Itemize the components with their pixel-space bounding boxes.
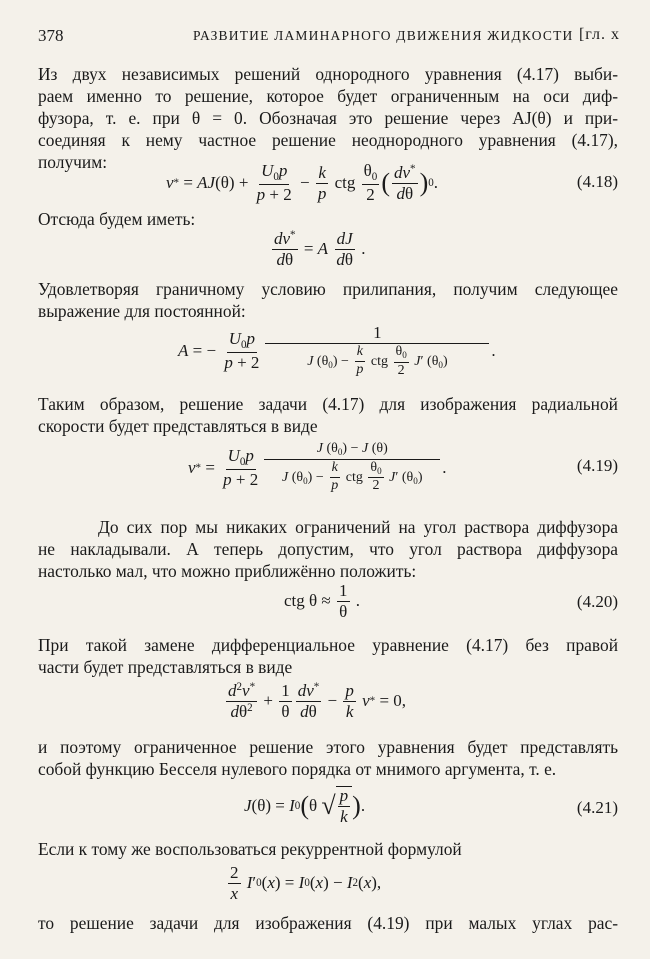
equation-number: (4.20)	[576, 592, 618, 611]
text-line: Таким образом, решение задачи (4.17) для изображения радиальной	[38, 394, 618, 414]
text-line: соединяя к нему частное решение неоднородного уравнения (4.17),	[38, 130, 618, 150]
text-line: фузора, т. е. при θ = 0. Обозначая это решение через AJ(θ) и при-	[38, 108, 618, 128]
paragraph-7	[38, 736, 618, 780]
text-line: части будет представляться в виде	[38, 657, 293, 677]
equation-recurrence: $\frac{2}{x}$ I ′ 0 ( x ) = I 0 ( x ) − I 2 ( x ),	[230, 863, 382, 903]
text-line: Удовлетворяя граничному условию прилипания, получим следующее	[38, 279, 618, 299]
text-line: выражение для постоянной:	[38, 301, 246, 321]
equation-number: (4.19)	[576, 456, 618, 475]
paragraph-8	[38, 838, 618, 860]
text-line: скорости будет представляться в виде	[38, 416, 318, 436]
equation-4-21: J (θ) = I 0 ( θ √ $\frac{p}{k}$ ) . (4.21)	[244, 786, 618, 826]
paragraph-3	[38, 278, 618, 322]
text-line: Если к тому же воспользоваться рекуррентной формулой	[38, 839, 462, 859]
equation-4-20: ctg θ ≈ $\frac{1}{\theta}$ . (4.20)	[284, 581, 618, 621]
text-line: не накладывали. А теперь допустим, что угол раствора диффузора	[38, 539, 618, 559]
running-title: РАЗВИТИЕ ЛАМИНАРНОГО ДВИЖЕНИЯ ЖИДКОСТИ	[193, 28, 574, 43]
page-header	[38, 26, 620, 50]
text-line: и поэтому ограниченное решение этого уравнения будет представлять	[38, 737, 618, 757]
page-number: 378	[38, 26, 64, 45]
text-line: При такой замене дифференциальное уравнение (4.17) без правой	[38, 635, 618, 655]
paragraph-4	[38, 393, 618, 437]
text-line: Из двух независимых решений однородного уравнения (4.17) выби-	[38, 64, 618, 84]
text-line: собой функцию Бесселя нулевого порядка от мнимого аргумента, т. е.	[38, 759, 557, 779]
text-line: получим:	[38, 152, 108, 172]
equation-number: (4.21)	[576, 798, 618, 817]
paragraph-6	[38, 634, 618, 678]
text-line: раем именно то решение, которое будет ограниченным на оси диф-	[38, 86, 618, 106]
paragraph-2	[38, 208, 618, 230]
text-line: Отсюда будем иметь:	[38, 209, 196, 229]
paragraph-5	[38, 516, 618, 582]
equation-number: (4.18)	[576, 172, 618, 191]
chapter-label: [гл. x	[578, 26, 620, 43]
paragraph-1	[38, 63, 618, 173]
equation-4-18: v * = AJ (θ) + $\frac{U_0p}{p + 2}$ − $\frac{k}{p}$ ctg $\frac{\theta_0}{2}$ ( $\frac{dv^*}{d\theta}$ ) 0 . (4.18)	[166, 161, 618, 205]
equation-bessel-ode: $\frac{d^2v^*}{d\theta^2}$ + $\frac{1}{\theta}$ $\frac{dv^*}{d\theta}$ − $\frac{p}{k}$ v * = 0,	[228, 681, 407, 721]
equation-4-19: v * = $\frac{U_0p}{p + 2}$ J $(\theta_0) - J$ (θ) J $(\theta_0)$ − $\frac{k}{p}$ ctg $\frac{\theta_0}{2}$ J′ $(\theta_0)$ . (4.19)	[188, 441, 618, 494]
equation-constant-a: A = − $\frac{U_0p}{p + 2}$ 1 J $(\theta_0)$ − $\frac{k}{p}$ ctg $\frac{\theta_0}{2}$ J′ $(\theta_0)$ .	[178, 323, 496, 378]
equation-derivative: $\frac{dv^*}{d\theta}$ = A $\frac{dJ}{d\theta}$ .	[274, 229, 366, 269]
text-line: то решение задачи для изображения (4.19) при малых углах рас-	[38, 913, 618, 933]
text-line: До сих пор мы никаких ограничений на угол раствора диффузора	[98, 517, 618, 537]
paragraph-9	[38, 912, 618, 934]
text-line: настолько мал, что можно приближённо положить:	[38, 561, 417, 581]
